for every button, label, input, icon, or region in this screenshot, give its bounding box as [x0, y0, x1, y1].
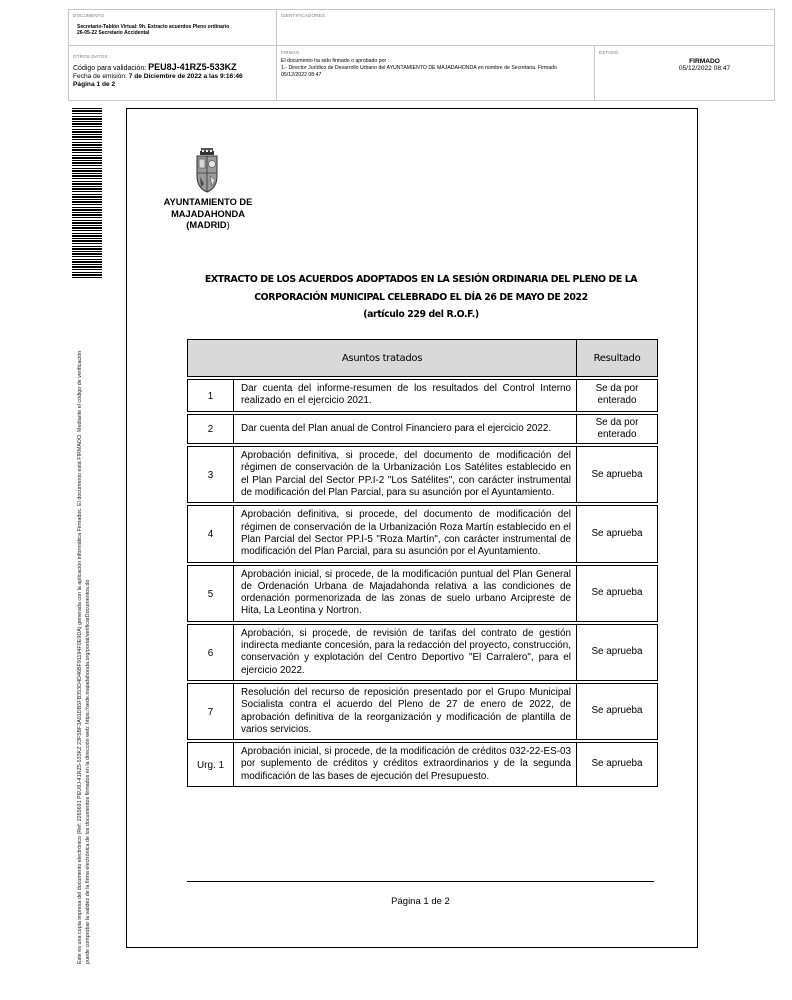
institution-line: MAJADAHONDA	[171, 208, 245, 219]
row-number: 1	[188, 380, 234, 412]
row-subject: Aprobación definitiva, si procede, del documento de modificación del régimen de conservación de la Urbanización Roza Martín establecido en el Plan Parcial del Sector PP.I-5 "Roza Martín", con carácter instrumental de modificación del Plan Parcial, para su asunción por el Ayuntamiento.	[234, 506, 577, 562]
row-result: Se aprueba	[577, 565, 658, 621]
table-row	[188, 380, 658, 412]
firmas-text	[281, 58, 590, 78]
fecha-value: 7 de Diciembre de 2022 a las 9:16:46	[128, 73, 243, 80]
row-subject: Aprobación definitiva, si procede, del documento de modificación del régimen de conservación de la Urbanización Los Satélites establecido en el Plan Parcial del Sector PP.I-2 "Los Satélites", con carácter instrumental de modificación del Plan Parcial, para su asunción por el Ayuntamiento.	[234, 447, 577, 503]
firmas-label: FIRMAS	[281, 50, 300, 55]
row-subject: Resolución del recurso de reposición presentado por el Grupo Municipal Socialista contra el acuerdo del Pleno de 27 de enero de 2022, de aprobación definitiva de la reorganización y modificación de plantilla de varios servicios.	[234, 683, 577, 739]
estado-cell	[595, 46, 774, 100]
institution-province: (MADRID	[186, 220, 227, 230]
vertical-verification-text	[77, 284, 92, 964]
table-row	[188, 447, 658, 503]
row-number: 5	[188, 565, 234, 621]
otros-datos-cell	[69, 46, 277, 100]
header-page-count: Página 1 de 2	[73, 81, 116, 88]
institution-line: AYUNTAMIENTO DE	[163, 197, 253, 207]
vertical-text-line: puede comprobar la validez de la firma electrónica de los documentos firmados en la dirección web: https://sede.majadahonda.org/portal/verificarDocumentos.do	[84, 579, 91, 964]
table-row	[188, 414, 658, 444]
row-result: Se aprueba	[577, 506, 658, 562]
row-subject: Dar cuenta del informe-resumen de los resultados del Control Interno realizado en el ejercicio 2021.	[234, 380, 577, 412]
row-number: 2	[188, 414, 234, 444]
document-metadata-header	[68, 9, 775, 101]
title-line: EXTRACTO DE LOS ACUERDOS ADOPTADOS EN LA SESIÓN ORDINARIA DEL PLENO DE LA	[204, 274, 638, 285]
table-row	[188, 624, 658, 680]
documento-label: DOCUMENTO	[73, 13, 105, 18]
row-number: Urg. 1	[188, 743, 234, 787]
institution-name	[152, 197, 264, 232]
codigo-validacion	[73, 63, 272, 73]
documento-title-line: Secretario-Tablón Virtual: 9h. Extracto acuerdos Pleno ordinario	[77, 24, 230, 30]
institution-paren: )	[226, 220, 230, 230]
barcode-image	[72, 108, 102, 278]
row-number: 6	[188, 624, 234, 680]
firmas-cell	[277, 46, 595, 100]
fecha-emision	[73, 73, 272, 81]
estado-label: ESTADO	[599, 50, 619, 55]
footer-page-number: Página 1 de 2	[391, 896, 450, 907]
estado-value: FIRMADO	[689, 58, 720, 65]
column-header-resultado: Resultado	[577, 340, 658, 377]
table-row	[188, 565, 658, 621]
row-result: Se aprueba	[577, 683, 658, 739]
row-subject: Aprobación inicial, si procede, de la modificación de créditos 032-22-ES-03 por suplemento de créditos y créditos extraordinarios y de la segunda modificación de las bases de ejecución del Presupuesto.	[234, 743, 577, 787]
firmas-line: 05/12/2022 08:47	[281, 71, 322, 78]
table-row	[188, 683, 658, 739]
page-title	[186, 271, 656, 324]
row-number: 7	[188, 683, 234, 739]
codigo-label: Código para validación:	[73, 65, 147, 72]
identificadores-cell	[277, 10, 774, 46]
row-subject: Dar cuenta del Plan anual de Control Financiero para el ejercicio 2022.	[234, 414, 577, 444]
fecha-label: Fecha de emisión:	[73, 73, 127, 80]
title-line: CORPORACIÓN MUNICIPAL CELEBRADO EL DÍA 26 DE MAYO DE 2022	[254, 291, 588, 303]
row-number: 4	[188, 506, 234, 562]
otros-datos-label: OTROS DATOS	[73, 54, 108, 59]
row-number: 3	[188, 447, 234, 503]
row-result: Se aprueba	[577, 743, 658, 787]
agreements-table	[187, 339, 658, 787]
documento-title	[77, 24, 272, 36]
row-result: Se aprueba	[577, 447, 658, 503]
codigo-value: PEU8J-41RZ5-533KZ	[148, 62, 237, 72]
vertical-text-line: Este es una copia impresa del documento electrónico (Ref: 2265691 PEU8J-41RZ5-533KZ 23F5BF3A01DB5FB353D4D46BF91194F0E9DA) generada con la aplicación informática Firmadoc. El documento está FIRMADO. Mediante el código de verificación	[77, 350, 83, 964]
table-row	[188, 743, 658, 787]
row-result: Se da por enterado	[577, 380, 658, 412]
table-header-row	[188, 340, 658, 377]
coat-of-arms-icon	[192, 146, 222, 194]
estado-date: 05/12/2022 08:47	[678, 65, 731, 72]
firmas-line: El documento ha sido firmado o aprobado por :	[281, 58, 390, 64]
title-line: (artículo 229 del R.O.F.)	[363, 309, 479, 320]
firmas-line: 1.- Director Jurídico de Desarrollo Urbano del AYUNTAMIENTO DE MAJADAHONDA en nombre de Secretaria. Firmado	[281, 64, 557, 71]
row-subject: Aprobación inicial, si procede, de la modificación puntual del Plan General de Ordenación Urbana de Majadahonda relativa a las condiciones de ordenación pormenorizada de las zonas de suelo urbano Arcipreste de Hita, La Leontina y Nortron.	[234, 565, 577, 621]
row-subject: Aprobación, si procede, de revisión de tarifas del contrato de gestión indirecta mediante concesión, para la redacción del proyecto, construcción, conservación y explotación del Centro Deportivo "El Carralero", para el ejercicio 2022.	[234, 624, 577, 680]
table-row	[188, 506, 658, 562]
identificadores-label: IDENTIFICADORES	[281, 13, 326, 18]
table-body	[188, 377, 658, 787]
footer-rule	[187, 881, 654, 882]
row-result: Se da por enterado	[577, 414, 658, 444]
column-header-asuntos: Asuntos tratados	[188, 340, 577, 377]
documento-subtitle-line: 26-05-22 Secretario Accidental	[77, 30, 150, 36]
row-result: Se aprueba	[577, 624, 658, 680]
documento-cell	[69, 10, 277, 46]
institution-line	[152, 220, 264, 232]
